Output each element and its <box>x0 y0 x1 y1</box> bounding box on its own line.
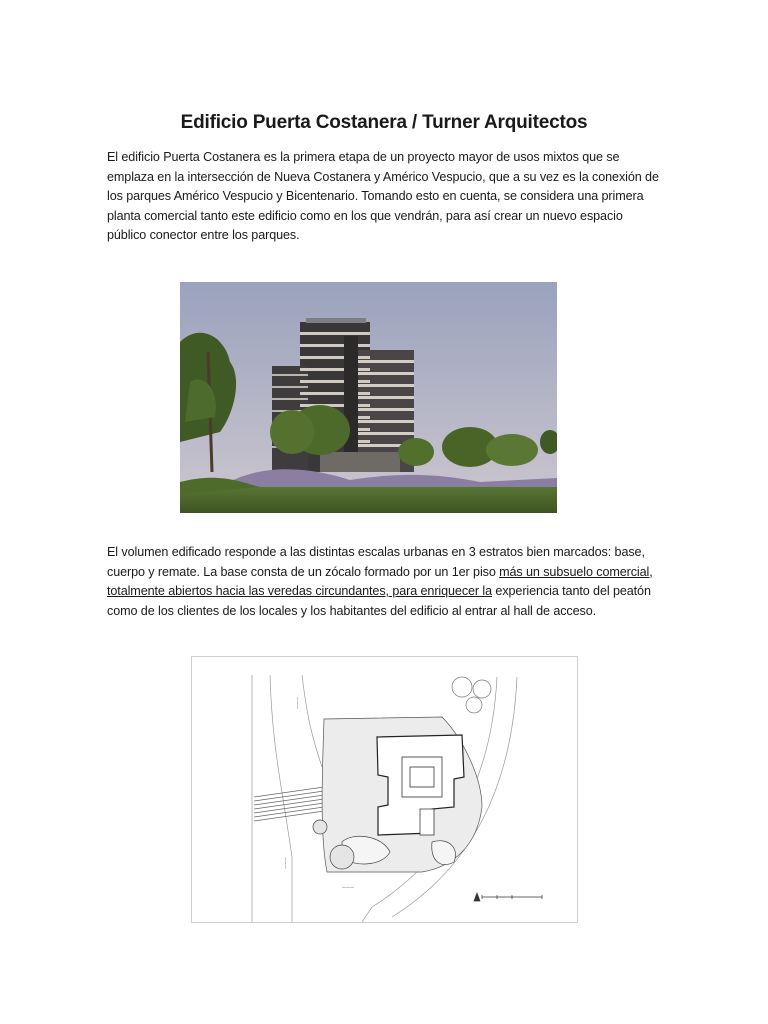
description-text-end: experiencia tanto del peatón como de los clientes de los locales y los habitantes del edificio al entrar al hall de acceso. <box>107 584 651 618</box>
description-paragraph <box>107 543 663 621</box>
description-text-start: El volumen edificado responde a las distintas escalas urbanas en 3 estratos bien marcados: base, cuerpo y remate. La base consta de un zócalo formado por un 1er piso <box>107 545 645 579</box>
svg-text:———: ——— <box>295 697 300 709</box>
page-title: Edificio Puerta Costanera / Turner Arquitectos <box>180 112 588 133</box>
site-plan-drawing <box>191 656 578 923</box>
svg-text:———: ——— <box>283 857 288 869</box>
building-photo <box>180 282 557 513</box>
svg-text:———: ——— <box>342 885 354 890</box>
underlined-text: más un subsuelo comercial, totalmente abiertos hacia las veredas circundantes, para enriquecer la <box>107 564 653 598</box>
intro-paragraph: El edificio Puerta Costanera es la primera etapa de un proyecto mayor de usos mixtos que se emplaza en la intersección de Nueva Costanera y Américo Vespucio, que a su vez es la conexión de los parques Américo Vespucio y Bicentenario. Tomando esto en cuenta, se considera una primera planta comercial tanto este edificio como en los que vendrán, para así crear un nuevo espacio público conector entre los parques. <box>107 150 659 242</box>
